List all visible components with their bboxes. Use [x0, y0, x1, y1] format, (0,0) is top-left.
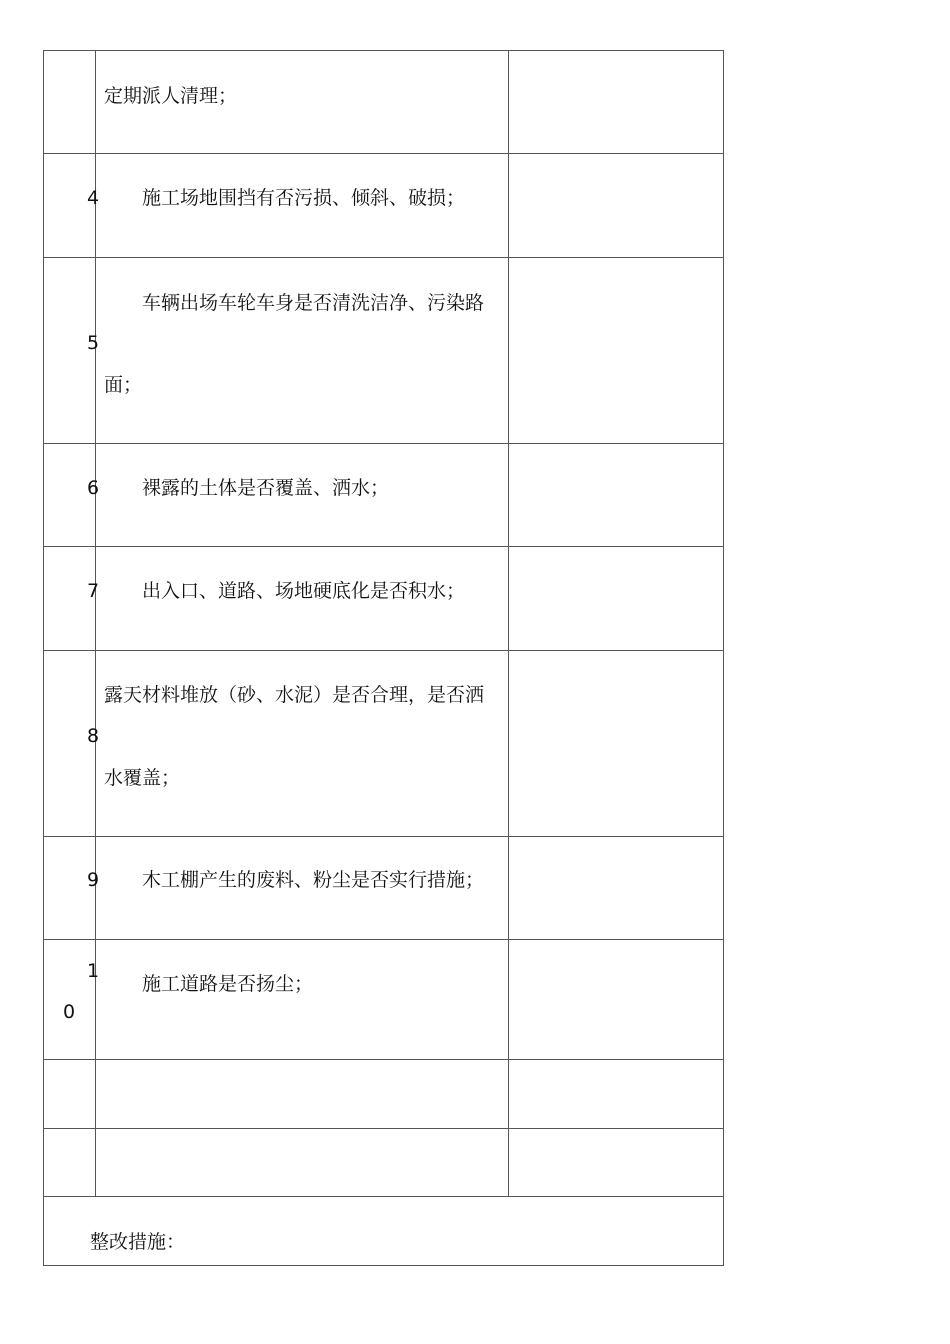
row-divider	[43, 153, 724, 154]
row-divider	[43, 1196, 724, 1197]
row-divider	[43, 939, 724, 940]
item-number-part: 0	[63, 1001, 76, 1023]
item-number: 9	[87, 869, 100, 891]
item-number: 4	[87, 187, 100, 209]
item-text-continued: 面；	[104, 374, 143, 396]
item-number: 5	[87, 332, 100, 354]
column-divider-result	[508, 50, 509, 1196]
rectification-label: 整改措施：	[90, 1231, 186, 1253]
item-text: 出入口、道路、场地硬底化是否积水；	[142, 580, 466, 602]
item-number: 8	[87, 725, 100, 747]
table-border-left	[43, 50, 44, 1266]
item-text: 施工场地围挡有否污损、倾斜、破损；	[142, 187, 466, 209]
row-divider	[43, 443, 724, 444]
row-divider	[43, 257, 724, 258]
table-border-top	[43, 50, 724, 51]
item-text: 车辆出场车轮车身是否清洗洁净、污染路	[142, 292, 485, 314]
row-divider	[43, 1059, 724, 1060]
item-text: 施工道路是否扬尘；	[142, 973, 314, 995]
item-text: 定期派人清理；	[104, 85, 238, 107]
table-border-right	[723, 50, 724, 1266]
item-number-part: 1	[87, 960, 100, 982]
row-divider	[43, 546, 724, 547]
row-divider	[43, 836, 724, 837]
item-text: 露天材料堆放（砂、水泥）是否合理，是否洒	[104, 684, 485, 706]
row-divider	[43, 650, 724, 651]
item-number: 6	[87, 477, 100, 499]
item-number: 7	[87, 580, 100, 602]
item-text-continued: 水覆盖；	[104, 767, 181, 789]
inspection-table	[43, 50, 724, 1266]
item-text: 裸露的土体是否覆盖、洒水；	[142, 477, 390, 499]
item-text: 木工棚产生的废料、粉尘是否实行措施；	[142, 869, 485, 891]
row-divider	[43, 1128, 724, 1129]
column-divider-number	[95, 50, 96, 1196]
table-border-bottom	[43, 1265, 724, 1266]
